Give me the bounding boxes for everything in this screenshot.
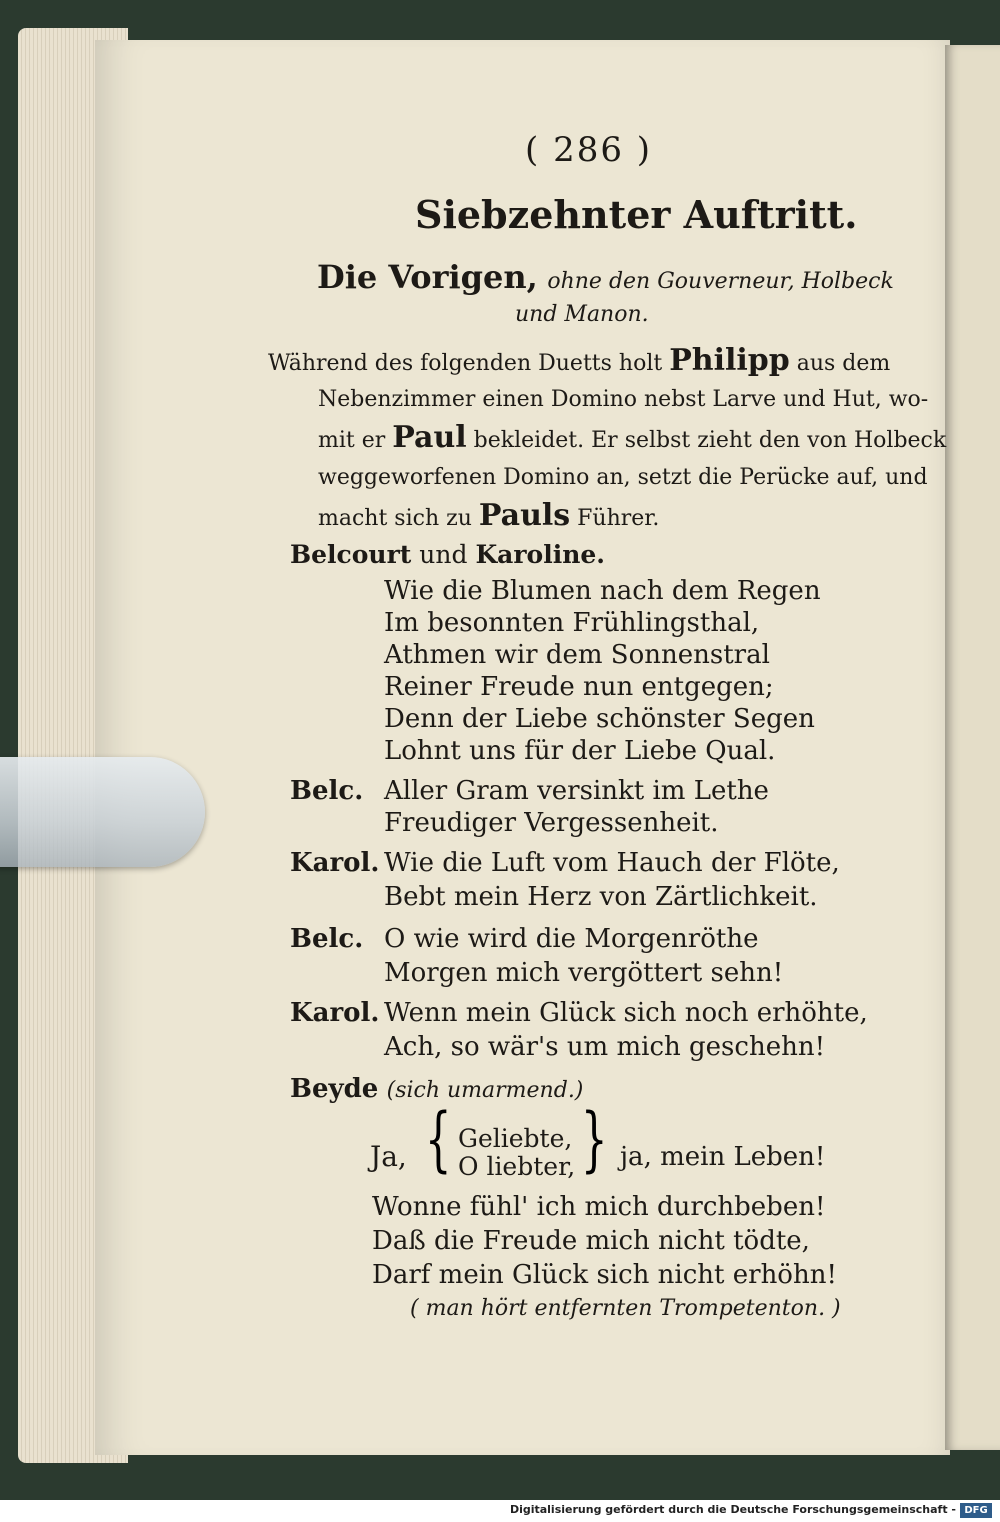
verse-line: Darf mein Glück sich nicht erhöhn! (372, 1260, 837, 1290)
left-brace: { (424, 1098, 452, 1180)
verse-line: Bebt mein Herz von Zärtlichkeit. (384, 882, 818, 912)
verse-line: Wonne fühl' ich mich durchbeben! (372, 1192, 826, 1222)
footer-credit: Digitalisierung gefördert durch die Deutsche Forschungsgemeinschaft - (509, 1503, 956, 1516)
cast-rest: ohne den Gouverneur, Holbeck (547, 269, 894, 294)
speaker-beyde: Beyde (290, 1074, 379, 1104)
choice-2: O liebter, (458, 1152, 576, 1181)
verse-line: Athmen wir dem Sonnenstral (384, 640, 770, 670)
verse-line: Wenn mein Glück sich noch erhöhte, (384, 998, 868, 1028)
speaker-karoline: Karoline. (475, 540, 605, 569)
duet-heading: Belcourt und Karoline. (290, 540, 605, 569)
verse-line: Wie die Blumen nach dem Regen (384, 576, 821, 606)
stage-direction-line: Während des folgenden Duetts holt Philipp aus dem (268, 343, 891, 378)
speaker-belcourt: Belcourt (290, 540, 412, 569)
verse-line: Aller Gram versinkt im Lethe (384, 776, 769, 806)
verse-line: Ach, so wär's um mich geschehn! (384, 1032, 826, 1062)
verse-line: Wie die Luft vom Hauch der Flöte, (384, 848, 840, 878)
verse-line: Daß die Freude mich nicht tödte, (372, 1226, 810, 1256)
verse-line: Reiner Freude nun entgegen; (384, 672, 774, 702)
verse-line: Denn der Liebe schönster Segen (384, 704, 815, 734)
cast-line-2: und Manon. (515, 302, 649, 327)
speaker: Belc. (290, 924, 364, 954)
page-number: ( 286 ) (525, 130, 653, 170)
verse-line: Morgen mich vergöttert sehn! (384, 958, 784, 988)
verse-line: Im besonnten Frühlingsthal, (384, 608, 760, 638)
choice-1: Geliebte, (458, 1124, 573, 1153)
stage-direction-line: mit er Paul bekleidet. Er selbst zieht den von Holbeck (318, 420, 947, 455)
cast-line (317, 258, 894, 296)
right-brace: } (580, 1098, 608, 1180)
speaker: Karol. (290, 848, 380, 878)
facing-page-edge (945, 45, 1000, 1450)
speaker: Karol. (290, 998, 380, 1028)
ja-end: ja, mein Leben! (620, 1142, 826, 1172)
stage-direction-line: weggeworfenen Domino an, setzt die Perücke auf, und (318, 465, 928, 490)
cast-main: Die Vorigen, (317, 258, 538, 296)
stage-aside: (sich umarmend.) (386, 1078, 584, 1103)
verse-line: Lohnt uns für der Liebe Qual. (384, 736, 776, 766)
footer-bar (0, 1500, 1000, 1522)
ja-start: Ja, (370, 1140, 407, 1173)
closing-stage-direction: ( man hört entfernten Trompetenton. ) (410, 1296, 841, 1321)
dfg-logo-icon: DFG (960, 1503, 992, 1518)
verse-line: O wie wird die Morgenröthe (384, 924, 759, 954)
speaker: Belc. (290, 776, 364, 806)
stage-direction-line: macht sich zu Pauls Führer. (318, 498, 660, 533)
scene-heading: Siebzehnter Auftritt. (415, 192, 858, 237)
verse-line: Freudiger Vergessenheit. (384, 808, 719, 838)
thumb-holder (0, 757, 205, 867)
stage-direction-line: Nebenzimmer einen Domino nebst Larve und Hut, wo- (318, 387, 929, 412)
